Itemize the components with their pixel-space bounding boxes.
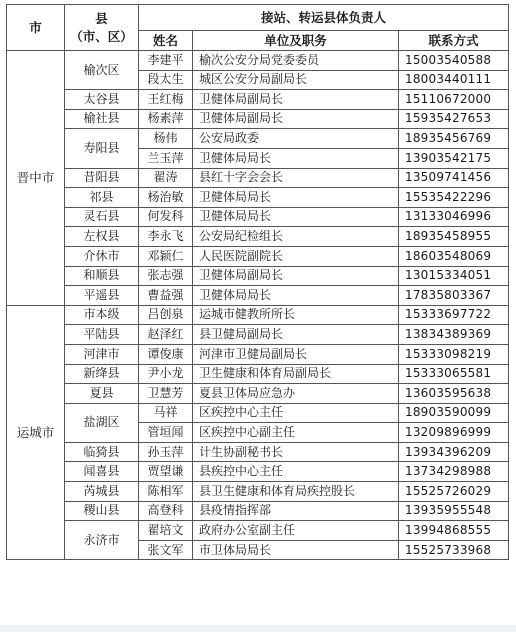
county-cell: 稷山县 xyxy=(65,501,139,521)
table-row xyxy=(7,246,509,266)
phone-cell: 13015334051 xyxy=(399,266,509,286)
header-city: 市 xyxy=(7,5,65,51)
person-name-cell: 管垣闻 xyxy=(139,423,193,443)
table-row xyxy=(7,109,509,129)
duty-cell: 榆次公安分局党委委员 xyxy=(193,51,399,71)
phone-cell: 18003440111 xyxy=(399,70,509,90)
table-row xyxy=(7,90,509,110)
person-name-cell: 翟培文 xyxy=(139,521,193,541)
duty-cell: 政府办公室副主任 xyxy=(193,521,399,541)
person-name-cell: 杨伟 xyxy=(139,129,193,149)
duty-cell: 市卫体局局长 xyxy=(193,540,399,560)
table-row xyxy=(7,344,509,364)
bottom-bar xyxy=(0,625,516,632)
table-row xyxy=(7,364,509,384)
header-group: 接站、转运县体负责人 xyxy=(139,5,509,31)
phone-cell: 17835803367 xyxy=(399,286,509,306)
person-name-cell: 尹小龙 xyxy=(139,364,193,384)
person-name-cell: 杨素萍 xyxy=(139,109,193,129)
duty-cell: 计生协副秘书长 xyxy=(193,442,399,462)
header-name: 姓名 xyxy=(139,31,193,51)
county-cell: 平陆县 xyxy=(65,325,139,345)
duty-cell: 县卫健局副局长 xyxy=(193,325,399,345)
phone-cell: 15003540588 xyxy=(399,51,509,71)
table-row xyxy=(7,286,509,306)
person-name-cell: 贾望谦 xyxy=(139,462,193,482)
county-cell: 新绛县 xyxy=(65,364,139,384)
person-name-cell: 谭俊康 xyxy=(139,344,193,364)
table-row xyxy=(7,501,509,521)
person-name-cell: 马祥 xyxy=(139,403,193,423)
county-cell: 昔阳县 xyxy=(65,168,139,188)
phone-cell: 13509741456 xyxy=(399,168,509,188)
person-name-cell: 李永飞 xyxy=(139,227,193,247)
person-name-cell: 卫慧芳 xyxy=(139,384,193,404)
county-cell: 左权县 xyxy=(65,227,139,247)
phone-cell: 13834389369 xyxy=(399,325,509,345)
duty-cell: 城区公安分局副局长 xyxy=(193,70,399,90)
table-row xyxy=(7,325,509,345)
county-cell: 临猗县 xyxy=(65,442,139,462)
table-row xyxy=(7,227,509,247)
phone-cell: 13935955548 xyxy=(399,501,509,521)
header-county-line1: 县 xyxy=(95,10,108,26)
county-cell: 和顺县 xyxy=(65,266,139,286)
person-name-cell: 李建平 xyxy=(139,51,193,71)
header-county-line2: （市、区） xyxy=(70,28,133,44)
duty-cell: 县疾控中心主任 xyxy=(193,462,399,482)
duty-cell: 卫健体局局长 xyxy=(193,207,399,227)
phone-cell: 13994868555 xyxy=(399,521,509,541)
table-row xyxy=(7,462,509,482)
table-row xyxy=(7,442,509,462)
duty-cell: 区疾控中心主任 xyxy=(193,403,399,423)
duty-cell: 夏县卫体局应急办 xyxy=(193,384,399,404)
county-cell: 寿阳县 xyxy=(65,129,139,168)
table-row xyxy=(7,51,509,71)
table-row xyxy=(7,188,509,208)
person-name-cell: 张文军 xyxy=(139,540,193,560)
person-name-cell: 杨治敏 xyxy=(139,188,193,208)
person-name-cell: 孙玉萍 xyxy=(139,442,193,462)
duty-cell: 卫健体局副局长 xyxy=(193,109,399,129)
duty-cell: 卫健体局局长 xyxy=(193,148,399,168)
table-row xyxy=(7,403,509,423)
phone-cell: 15333697722 xyxy=(399,305,509,325)
contact-table xyxy=(6,4,509,560)
person-name-cell: 段太生 xyxy=(139,70,193,90)
duty-cell: 卫健体局副局长 xyxy=(193,266,399,286)
phone-cell: 13734298988 xyxy=(399,462,509,482)
person-name-cell: 赵泽红 xyxy=(139,325,193,345)
person-name-cell: 张志强 xyxy=(139,266,193,286)
phone-cell: 15525726029 xyxy=(399,482,509,502)
phone-cell: 15333098219 xyxy=(399,344,509,364)
person-name-cell: 翟涛 xyxy=(139,168,193,188)
header-duty: 单位及职务 xyxy=(193,31,399,51)
header-county xyxy=(65,5,139,51)
duty-cell: 公安局纪检组长 xyxy=(193,227,399,247)
phone-cell: 13903542175 xyxy=(399,148,509,168)
duty-cell: 卫健体局副局长 xyxy=(193,90,399,110)
county-cell: 榆社县 xyxy=(65,109,139,129)
person-name-cell: 邓颖仁 xyxy=(139,246,193,266)
table-body xyxy=(7,51,509,560)
person-name-cell: 吕创泉 xyxy=(139,305,193,325)
county-cell: 夏县 xyxy=(65,384,139,404)
county-cell: 平遥县 xyxy=(65,286,139,306)
county-cell: 芮城县 xyxy=(65,482,139,502)
duty-cell: 运城市健教所所长 xyxy=(193,305,399,325)
county-cell: 市本级 xyxy=(65,305,139,325)
phone-cell: 15935427653 xyxy=(399,109,509,129)
table-row xyxy=(7,384,509,404)
duty-cell: 卫健体局局长 xyxy=(193,188,399,208)
city-cell: 晋中市 xyxy=(7,51,65,306)
county-cell: 闻喜县 xyxy=(65,462,139,482)
county-cell: 介休市 xyxy=(65,246,139,266)
county-cell: 祁县 xyxy=(65,188,139,208)
phone-cell: 18935456769 xyxy=(399,129,509,149)
table-row xyxy=(7,521,509,541)
phone-cell: 13934396209 xyxy=(399,442,509,462)
phone-cell: 18903590099 xyxy=(399,403,509,423)
person-name-cell: 何发科 xyxy=(139,207,193,227)
phone-cell: 15535422296 xyxy=(399,188,509,208)
county-cell: 河津市 xyxy=(65,344,139,364)
county-cell: 永济市 xyxy=(65,521,139,560)
phone-cell: 15333065581 xyxy=(399,364,509,384)
table-row xyxy=(7,168,509,188)
table-row xyxy=(7,482,509,502)
phone-cell: 18603548069 xyxy=(399,246,509,266)
table-row xyxy=(7,305,509,325)
duty-cell: 县卫生健康和体育局疾控股长 xyxy=(193,482,399,502)
phone-cell: 18935458955 xyxy=(399,227,509,247)
duty-cell: 区疾控中心副主任 xyxy=(193,423,399,443)
duty-cell: 卫健体局局长 xyxy=(193,286,399,306)
phone-cell: 13603595638 xyxy=(399,384,509,404)
duty-cell: 公安局政委 xyxy=(193,129,399,149)
city-cell: 运城市 xyxy=(7,305,65,560)
person-name-cell: 高登科 xyxy=(139,501,193,521)
phone-cell: 13133046996 xyxy=(399,207,509,227)
duty-cell: 县红十字会会长 xyxy=(193,168,399,188)
phone-cell: 15110672000 xyxy=(399,90,509,110)
table-row xyxy=(7,207,509,227)
duty-cell: 人民医院副院长 xyxy=(193,246,399,266)
person-name-cell: 兰玉萍 xyxy=(139,148,193,168)
duty-cell: 县疫情指挥部 xyxy=(193,501,399,521)
phone-cell: 13209896999 xyxy=(399,423,509,443)
table-row xyxy=(7,129,509,149)
county-cell: 盐湖区 xyxy=(65,403,139,442)
county-cell: 灵石县 xyxy=(65,207,139,227)
phone-cell: 15525733968 xyxy=(399,540,509,560)
table-row xyxy=(7,266,509,286)
county-cell: 榆次区 xyxy=(65,51,139,90)
person-name-cell: 王红梅 xyxy=(139,90,193,110)
person-name-cell: 陈相军 xyxy=(139,482,193,502)
duty-cell: 卫生健康和体育局副局长 xyxy=(193,364,399,384)
header-phone: 联系方式 xyxy=(399,31,509,51)
county-cell: 太谷县 xyxy=(65,90,139,110)
duty-cell: 河津市卫健局副局长 xyxy=(193,344,399,364)
person-name-cell: 曹益强 xyxy=(139,286,193,306)
